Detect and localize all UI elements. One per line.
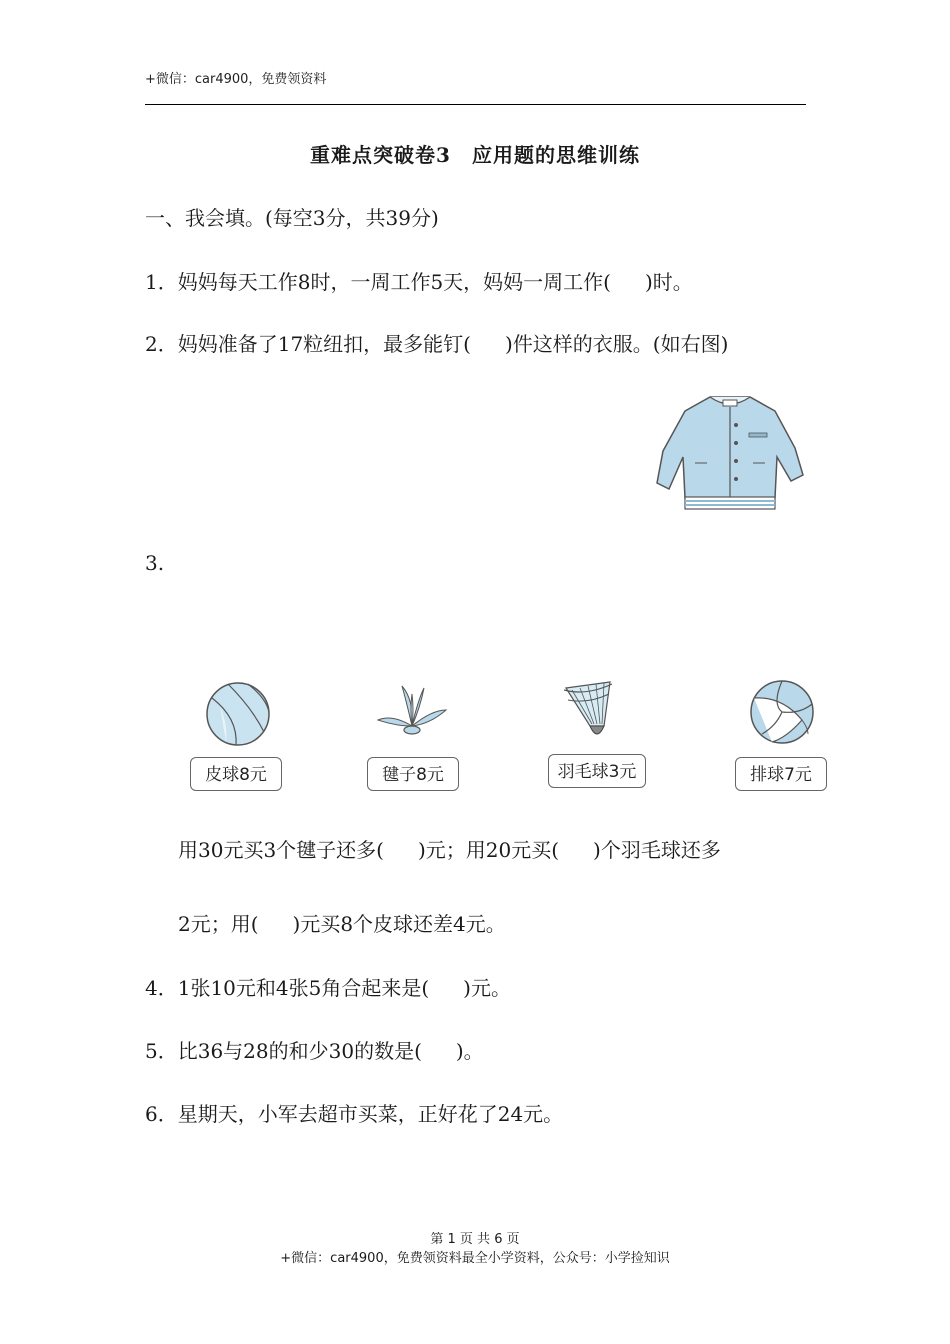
question-3-line-1 — [178, 834, 721, 863]
question-1-text-b: )时。 — [644, 270, 693, 294]
question-5 — [145, 1035, 484, 1064]
volleyball-icon — [742, 676, 822, 746]
badminton-shuttlecock-icon — [556, 676, 636, 746]
price-label-badminton: 羽毛球3元 — [548, 754, 646, 788]
question-1 — [145, 266, 693, 295]
header-text: +微信：car4900，免费领资料 — [145, 72, 327, 87]
question-4-text-b: )元。 — [463, 976, 511, 1000]
price-label-jianzi: 毽子8元 — [367, 757, 459, 791]
question-1-text-a: 1．妈妈每天工作8时，一周工作5天，妈妈一周工作( — [145, 270, 611, 294]
header-divider — [145, 104, 806, 105]
question-3-text-e: )元买8个皮球还差4元。 — [292, 912, 506, 936]
question-4 — [145, 972, 511, 1001]
question-2-text-b: )件这样的衣服。(如右图) — [504, 332, 729, 356]
question-3-text-a: 用30元买3个毽子还多( — [178, 838, 384, 862]
price-label-volleyball: 排球7元 — [735, 757, 827, 791]
question-2 — [145, 328, 728, 357]
question-4-text-a: 4．1张10元和4张5角合起来是( — [145, 976, 430, 1000]
beach-ball-icon — [198, 680, 278, 750]
jacket-image — [655, 393, 805, 515]
question-3-text-c: )个羽毛球还多 — [593, 838, 721, 862]
jianzi-icon — [372, 680, 452, 750]
section-heading: 一、我会填。(每空3分，共39分) — [145, 206, 439, 230]
question-3-text-b: )元；用20元买( — [417, 838, 560, 862]
question-6: 6．星期天，小军去超市买菜，正好花了24元。 — [145, 1102, 564, 1126]
price-label-ball: 皮球8元 — [190, 757, 282, 791]
question-5-text-a: 5．比36与28的和少30的数是( — [145, 1039, 422, 1063]
page-title: 重难点突破卷3 应用题的思维训练 — [310, 143, 640, 167]
footer-note: +微信：car4900，免费领资料最全小学资料，公众号：小学捡知识 — [280, 1251, 670, 1266]
question-3-text-d: 2元；用( — [178, 912, 259, 936]
question-3-label: 3. — [145, 551, 165, 575]
question-5-text-b: )。 — [455, 1039, 484, 1063]
question-2-text-a: 2．妈妈准备了17粒纽扣，最多能钉( — [145, 332, 471, 356]
page-number: 第 1 页 共 6 页 — [430, 1232, 520, 1247]
question-3-line-2 — [178, 908, 506, 937]
